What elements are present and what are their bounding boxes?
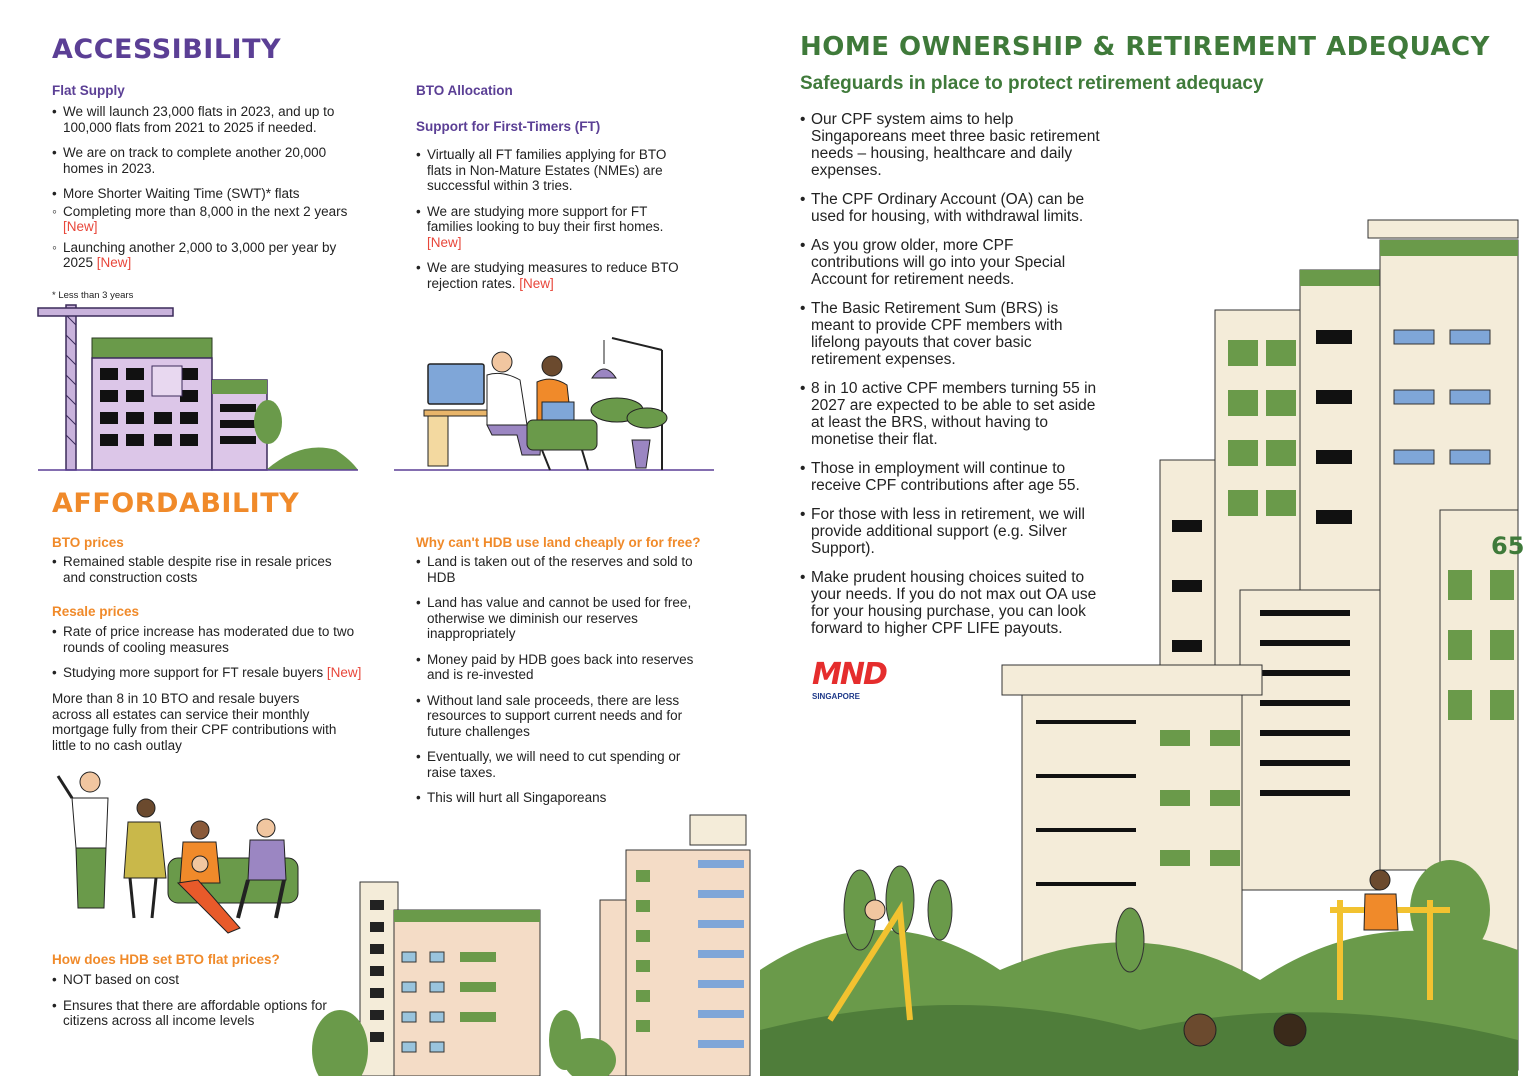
flat-supply-list: [52, 104, 352, 281]
retirement-item: • The Basic Retirement Sum (BRS) is meant to provide CPF members with lifelong payouts that cover basic retirement expenses.: [800, 300, 1105, 368]
building-number: 65: [1491, 532, 1524, 560]
land-item: • Without land sale proceeds, there are less resources to support current needs and for future challenges: [416, 693, 706, 740]
ft-support-heading: Support for First-Timers (FT): [416, 119, 601, 134]
new-tag: [New]: [427, 234, 462, 250]
land-item: • Money paid by HDB goes back into reserves and is re-invested: [416, 652, 706, 683]
bto-prices-heading: BTO prices: [52, 535, 124, 550]
land-item: • This will hurt all Singaporeans: [416, 790, 706, 806]
retirement-list: [800, 111, 1105, 649]
set-prices-item: • NOT based on cost: [52, 972, 352, 988]
bto-prices-list: [52, 554, 332, 595]
land-item: • Land has value and cannot be used for free, otherwise we diminish our reserves inappropriately: [416, 595, 706, 642]
retirement-item: • As you grow older, more CPF contributions will go into your Special Account for retirement needs.: [800, 237, 1105, 288]
new-tag: [New]: [326, 665, 362, 680]
bto-allocation-list: [416, 147, 688, 301]
retirement-item: • Our CPF system aims to help Singaporeans meet three basic retirement needs – housing, healthcare and daily expenses.: [800, 111, 1105, 179]
retirement-item: • Make prudent housing choices suited to your needs. If you do not max out OA use for your housing purchase, you can look forward to higher CPF LIFE payouts.: [800, 569, 1105, 637]
resale-prices-heading: Resale prices: [52, 604, 140, 619]
family-illustration: [48, 768, 308, 943]
bto-allocation-item: • Virtually all FT families applying for BTO flats in Non-Mature Estates (NMEs) are successful within 3 tries.: [416, 147, 688, 194]
hdb-blocks-illustration: [310, 810, 760, 1076]
retirement-title: HOME OWNERSHIP & RETIREMENT ADEQUACY: [800, 32, 1490, 62]
work-from-home-illustration: [392, 330, 717, 475]
land-item: • Eventually, we will need to cut spending or raise taxes.: [416, 749, 706, 780]
flat-supply-item: • We will launch 23,000 flats in 2023, and up to 100,000 flats from 2021 to 2025 if needed.: [52, 104, 352, 135]
mnd-logo-caption: SINGAPORE: [812, 692, 861, 701]
construction-illustration: [36, 300, 361, 475]
bto-allocation-heading: BTO Allocation: [416, 83, 513, 98]
cpf-mortgage-paragraph: More than 8 in 10 BTO and resale buyers across all estates can service their monthly mortgage fully from their CPF contributions with little to no cash outlay: [52, 691, 337, 753]
mnd-logo-mark: MND: [812, 657, 886, 692]
resale-prices-item: • Studying more support for FT resale buyers [New]: [52, 665, 392, 681]
set-prices-list: [52, 972, 352, 1039]
land-list: [416, 554, 706, 816]
retirement-item: • 8 in 10 active CPF members turning 55 in 2027 are expected to be able to set aside at least the BRS, without having to monetise their flat.: [800, 380, 1105, 448]
retirement-item: • The CPF Ordinary Account (OA) can be used for housing, with withdrawal limits.: [800, 191, 1105, 225]
affordability-title: AFFORDABILITY: [52, 488, 300, 519]
retirement-item: • Those in employment will continue to receive CPF contributions after age 55.: [800, 460, 1105, 494]
footnote: * Less than 3 years: [52, 290, 134, 301]
retirement-subtitle: Safeguards in place to protect retirement adequacy: [800, 73, 1264, 94]
flat-supply-subitem: ◦ Launching another 2,000 to 3,000 per year by 2025 [New]: [52, 240, 352, 271]
resale-prices-item: • Rate of price increase has moderated due to two rounds of cooling measures: [52, 624, 392, 655]
resale-prices-list: [52, 624, 392, 691]
mnd-logo: [812, 657, 886, 701]
flat-supply-item: • More Shorter Waiting Time (SWT)* flats: [52, 186, 352, 202]
flat-supply-heading: Flat Supply: [52, 83, 125, 98]
bto-prices-item: • Remained stable despite rise in resale prices and construction costs: [52, 554, 332, 585]
flat-supply-item: • We are on track to complete another 20,000 homes in 2023.: [52, 145, 352, 176]
new-tag: [New]: [519, 275, 554, 291]
bto-allocation-item: • We are studying measures to reduce BTO rejection rates. [New]: [416, 260, 688, 291]
new-tag: [New]: [63, 219, 98, 234]
flat-supply-subitem: ◦ Completing more than 8,000 in the next 2 years [New]: [52, 204, 352, 235]
bto-allocation-item: • We are studying more support for FT families looking to buy their first homes. [New]: [416, 204, 688, 251]
new-tag: [New]: [96, 255, 132, 270]
land-item: • Land is taken out of the reserves and sold to HDB: [416, 554, 706, 585]
retirement-item: • For those with less in retirement, we will provide additional support (e.g. Silver Support).: [800, 506, 1105, 557]
land-heading: Why can't HDB use land cheaply or for free?: [416, 535, 701, 550]
set-prices-heading: How does HDB set BTO flat prices?: [52, 952, 280, 967]
accessibility-title: ACCESSIBILITY: [52, 34, 282, 65]
set-prices-item: • Ensures that there are affordable options for citizens across all income levels: [52, 998, 352, 1029]
